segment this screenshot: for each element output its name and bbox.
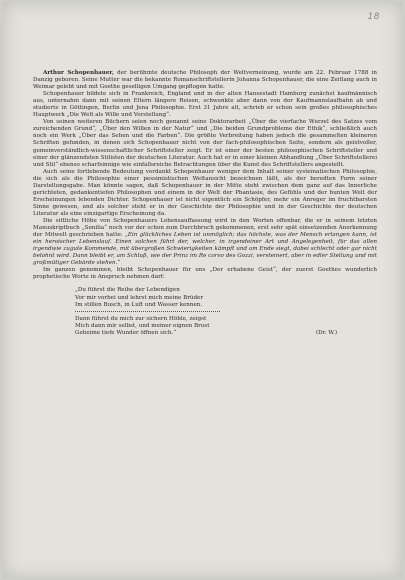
- paragraph-5-text: Die sittliche Höhe von Schopenhauers Lebensauffassung wird in den Worten offenbar, die er in seinem letzten Manuskriptbuch „Senilia“ noch vor der schon zum Durchbruch gekommenen, erst sehr spät einsetzenden Anerkennung der Mitwelt geschrieben hatte:: [33, 217, 377, 239]
- goethe-poem: [75, 287, 345, 337]
- pencil-page-number: 18: [367, 12, 380, 22]
- poem-line: „Du führst die Reihe der Lebendigen: [75, 287, 180, 294]
- document-page: [3, 2, 402, 578]
- poem-line: Mich dann mir selbst, und meiner eignen Brust: [75, 323, 210, 330]
- paragraph-5: [33, 218, 377, 267]
- paragraph-2: Schopenhauer bildete sich in Frankreich, England und in der alten Hansestadt Hamburg zunächst kaufmännisch aus, unternahm dann mit seinen Eltern längere Reisen, schwenkte aber dann von der Kaufmannslaufbahn ab und studierte in Göttingen, Berlin und Jena Philosophie. Erst 31 Jahre alt, schrieb er schon sein großes philosophisches Hauptwerk „Die Welt als Wille und Vorstellung“.: [33, 91, 377, 119]
- author-signature: (Dr. W.): [315, 330, 337, 337]
- poem-line: Vor mir vorbei und lehrst mich meine Brüder: [75, 294, 204, 301]
- poem-separator: [75, 311, 220, 312]
- paragraph-4: Auch seine fortlebende Bedeutung verdankt Schopenhauer weniger dem Inhalt seiner systematischen Philosophie, die sich als die Philosophie einer pessimistischen Weltansicht bezeichnen läßt, als der beredten Form seiner Darstellungsgabe. Man könnte sagen, daß Schopenhauer in der Mitte steht zwischen dem ganz auf das Innerliche gerichteten, gedankentiefen Philosophen und einem in der Welt der Phantasie, des Gefühls und der bunten Welt der Erscheinungen lebenden Dichter. Schopenhauer ist nicht eigentlich ein Schöpfer, mehr ein Anreger im fruchtbarsten Sinne gewesen, und als solcher steht er in der Geschichte der Philosophie und in der Geschichte der deutschen Literatur als eine einzigartige Erscheinung da.: [33, 168, 377, 217]
- senilia-quote: „Ein glückliches Leben ist unmöglich; das höchste, was der Mensch erlangen kann, ist ein heroischer Lebenslauf. Einen solchen führt der, welcher, in irgendeiner Art und Angelegenheit, für das allen irgendwie zugute Kommende, mit übergroßen Schwierigkeiten kämpft und am Ende siegt, dabei schlecht oder gar nicht belohnt wird. Dann bleibt er, am Schluß, wie der Prinz im Re corvo des Gozzi, versteinert, aber in edler Stellung und mit großmütiger Gebärde stehen.“: [33, 232, 377, 267]
- poem-line: Dann führst du mich zur sichern Höhle, zeigst: [75, 316, 207, 323]
- paragraph-6: Im ganzen genommen, bleibt Schopenhauer für uns „Der erhabene Geist“, der zuerst Goethes wunderlich prophetische Worte in Anspruch nehmen darf:: [33, 267, 377, 281]
- poem-line: Geheime tiefe Wunder öffnen sich.“: [75, 330, 177, 337]
- paragraph-1-text: der berühmte deutsche Philosoph der Weltverneinung, wurde am 22. Februar 1788 in Danzig geboren. Seine Mutter war die bekannte Romanschriftstellerin Johanna Schopenhauer, die eine Zeitlang auch in Weimar gelebt und mit Goethe geselligen Umgang gepflogen hatte.: [33, 70, 377, 91]
- article-body: [33, 70, 377, 338]
- subject-name: Arthur Schopenhauer,: [43, 70, 114, 76]
- paragraph-1: [33, 70, 377, 91]
- poem-line: Im stillen Busch, in Luft und Wasser kennen.: [75, 301, 203, 308]
- poem-last-row: [75, 330, 345, 337]
- paragraph-3: Von seinen weiteren Büchern seien noch genannt seine Doktorarbeit „Über die vierfache Wurzel des Satzes vom zureichenden Grund“, „Über den Willen in der Natur“ und „Die beiden Grundprobleme der Ethik“, schließlich auch noch ein Werk „Über das Sehen und die Farben“. Die größte Verbreitung haben jedoch die gesammelten kleineren Schriften gefunden, in denen sich Schopenhauer nicht von der fach-philosophischen Seite, sondern als geistvoller, gemeinverständlich-wissenschaftlicher Schriftsteller zeigt. Er ist einer der besten philosophischen Schriftsteller und einer der glänzendsten Stilisten der deutschen Literatur. Auch hat er in einer kleinen Abhandlung „Über Schriftstellerei und Stil“ ebenso scharfsinnige wie einfallsreiche Betrachtungen über die Kunst des Schriftstellers angestellt.: [33, 119, 377, 168]
